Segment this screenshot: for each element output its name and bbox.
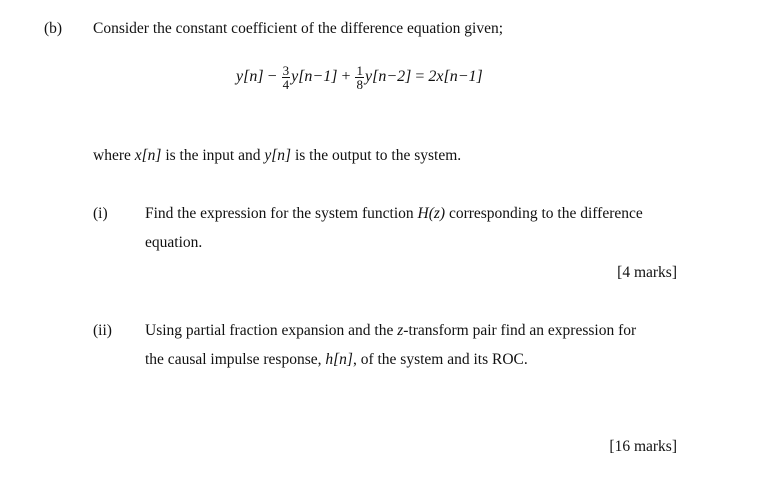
question-i-text: Find the expression for the system function	[145, 205, 418, 222]
eq-term-y-n-2: y[n−2]	[364, 68, 412, 86]
question-ii-text: -transform pair find an expression for	[403, 322, 637, 339]
difference-equation	[236, 64, 483, 91]
fraction-one-eighth	[355, 64, 364, 91]
z-symbol: z	[397, 322, 404, 339]
where-text: where	[93, 147, 135, 164]
output-symbol: y[n]	[264, 147, 292, 164]
question-i-label: (i)	[93, 205, 108, 222]
eq-minus: −	[267, 68, 277, 86]
question-ii-label: (ii)	[93, 322, 112, 339]
question-ii-text: the causal impulse response,	[145, 351, 326, 368]
where-text: is the output to the system.	[291, 147, 462, 164]
fraction-numerator: 3	[282, 63, 290, 78]
question-ii-line2	[145, 351, 528, 369]
fraction-denominator: 8	[356, 77, 363, 92]
question-i-line2: equation.	[145, 234, 203, 251]
question-ii-text: , of the system and its ROC.	[352, 351, 528, 368]
question-i-line1	[145, 205, 643, 223]
eq-term-y-n-1: y[n−1]	[291, 68, 338, 86]
question-ii-line1	[145, 322, 636, 340]
question-i-text: corresponding to the difference	[445, 205, 643, 222]
fraction-denominator: 4	[282, 77, 290, 92]
question-ii-text: Using partial fraction expansion and the	[145, 322, 398, 339]
eq-equals: =	[415, 68, 425, 86]
fraction-numerator: 1	[356, 63, 363, 78]
eq-plus: +	[341, 68, 351, 86]
intro-text: Consider the constant coefficient of the difference equation given;	[93, 20, 504, 37]
impulse-response-symbol: h[n]	[325, 351, 353, 368]
where-text: is the input and	[161, 147, 265, 164]
eq-term-y-n: y[n]	[236, 68, 264, 86]
question-i-marks: [4 marks]	[617, 264, 677, 281]
fraction-three-quarters	[282, 64, 291, 91]
where-sentence	[93, 147, 461, 165]
question-ii-marks: [16 marks]	[609, 438, 677, 455]
input-symbol: x[n]	[134, 147, 162, 164]
system-function-symbol: H(z)	[417, 205, 446, 222]
part-label: (b)	[44, 20, 63, 37]
eq-rhs: 2x[n−1]	[428, 68, 483, 86]
